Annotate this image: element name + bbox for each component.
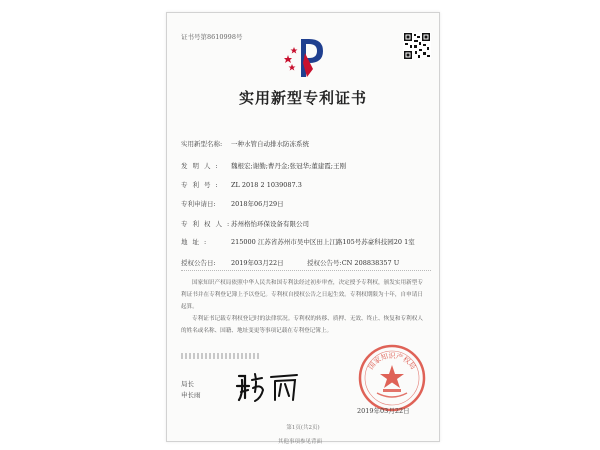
field-label: 专利权人: (181, 220, 235, 228)
field-inventors (181, 161, 346, 170)
field-label: 授权公告号: (307, 259, 342, 267)
field-value: 一种水管自动排水防冻系统 (231, 140, 309, 148)
divider (181, 270, 431, 271)
field-value: 2018年06月29日 (231, 200, 284, 208)
field-label: 授权公告日: (181, 259, 216, 267)
field-utility-model-name (181, 139, 309, 148)
official-seal (357, 343, 427, 413)
certificate-page (166, 12, 440, 442)
field-value: 215000 江苏省苏州市吴中区田上江路105号苏豪科技园20 1室 (231, 238, 415, 246)
certificate-title: 实用新型专利证书 (238, 89, 367, 107)
field-label: 专利号: (181, 181, 223, 189)
certificate-paragraph: 国家知识产权局依照中华人民共和国专利法经过初步审查，决定授予专利权，颁发实用新型专利证书并在专利登记簿上予以登记。专利权自授权公告之日起生效。专利权期限为十年，自申请日起算。 (181, 280, 423, 310)
field-label: 地址: (181, 238, 212, 246)
qr-code (403, 32, 431, 60)
field-value: 2019年03月22日 (231, 259, 284, 267)
field-patentee (181, 219, 309, 228)
field-value: 魏根宏;谢勤;曹丹金;张冠华;董建霞;王刚 (231, 162, 346, 170)
seal-text: 国家知识产权局 (366, 352, 418, 372)
field-label: 发明人: (181, 162, 223, 170)
certificate-number: 证书号第8610998号 (181, 33, 243, 41)
field-application-date (181, 199, 284, 208)
director-name: 申长雨 (181, 391, 201, 399)
field-patent-number (181, 180, 302, 189)
field-grant-date (181, 258, 284, 267)
issue-date: 2019年03月22日 (357, 407, 410, 415)
field-address (181, 238, 431, 247)
field-value: 苏州格怡环保设备有限公司 (231, 220, 309, 228)
field-grant-number (307, 258, 399, 267)
dotted-seal-marks (181, 353, 259, 359)
footer-note: 其他事项参见背面 (277, 439, 322, 445)
field-label: 实用新型名称: (181, 140, 223, 148)
page-indicator: 第1页(共2页) (286, 425, 320, 431)
certificate-paragraph: 专利证书记载专利权登记时的法律状况。专利权的转移、质押、无效、终止、恢复和专利权人的姓名或名称、国籍、地址变更等事项记载在专利登记簿上。 (181, 316, 423, 334)
field-value: ZL 2018 2 1039087.3 (231, 181, 302, 189)
patent-office-logo (279, 33, 329, 81)
director-title: 局长 (181, 380, 194, 388)
field-value: CN 208838357 U (341, 259, 400, 267)
field-label: 专利申请日: (181, 200, 216, 208)
director-signature (235, 368, 301, 406)
